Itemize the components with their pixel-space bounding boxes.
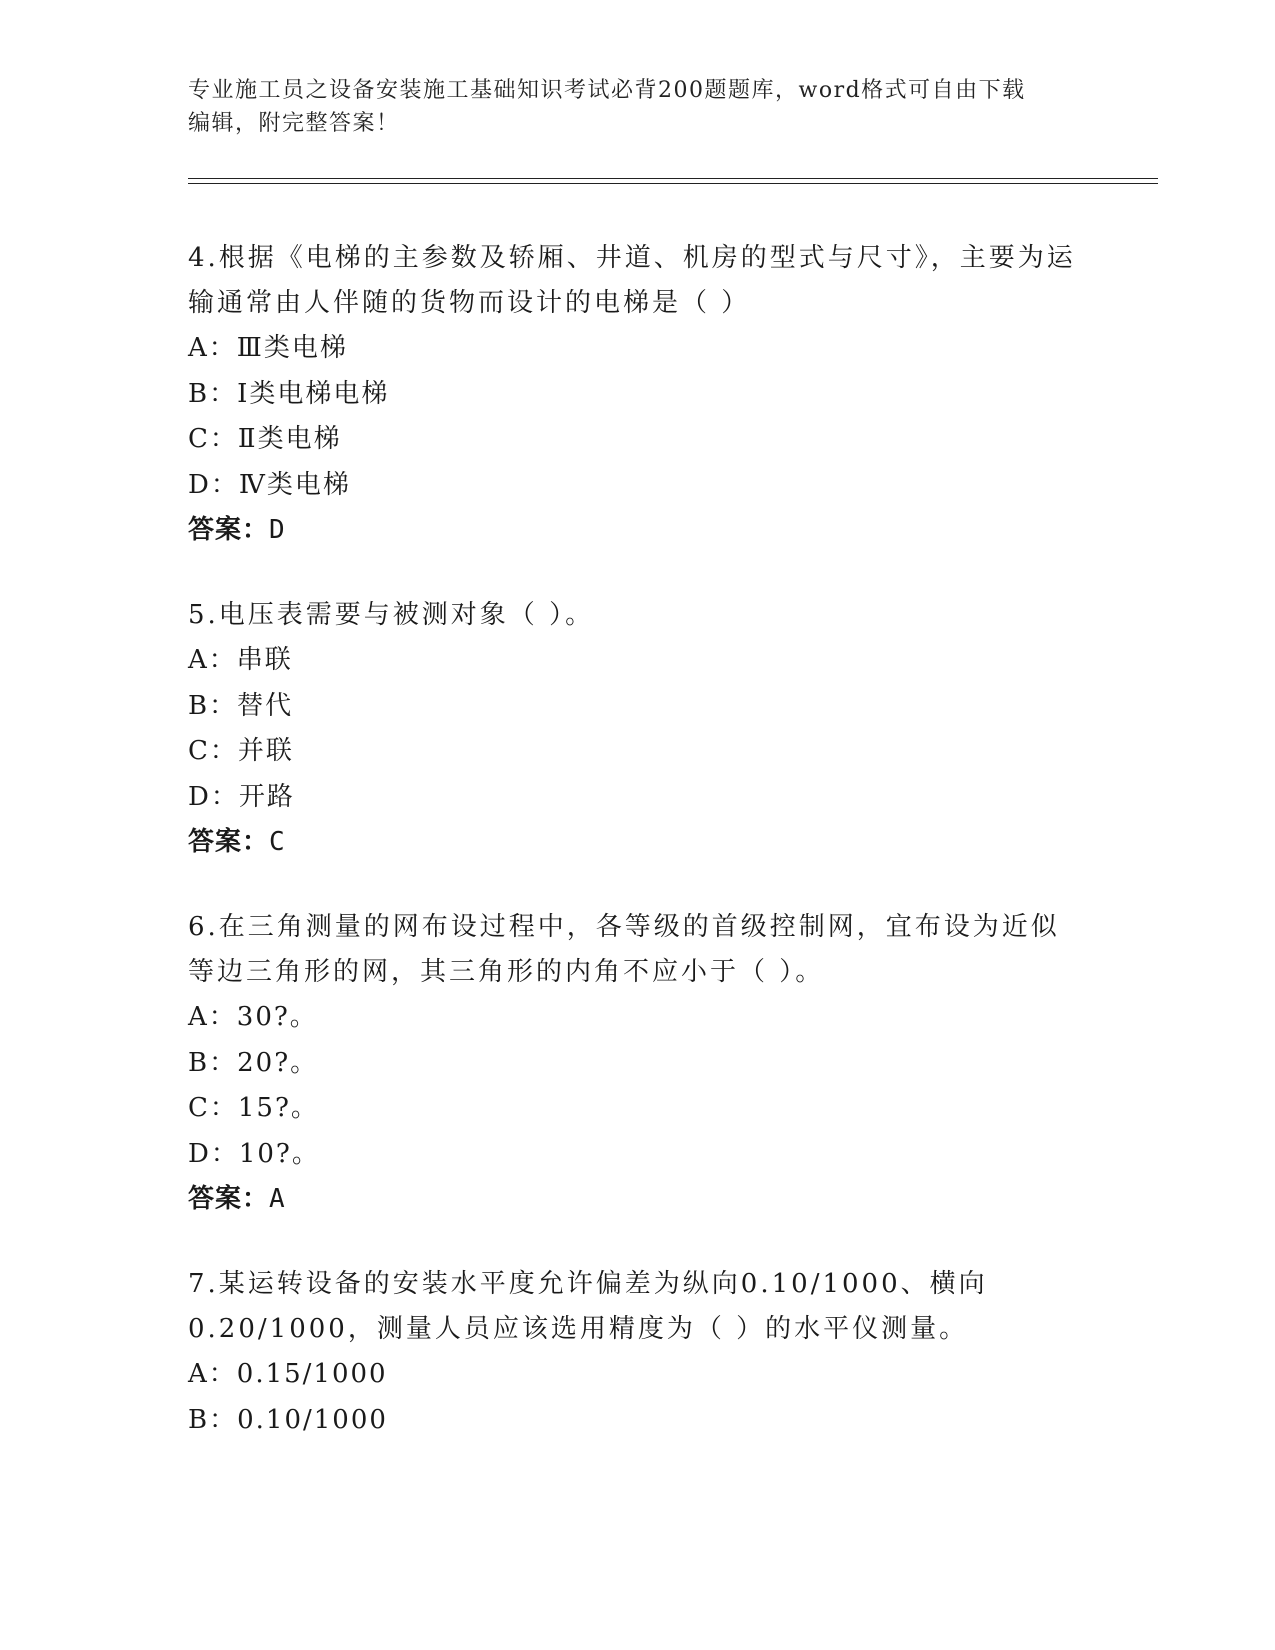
answer-value: C: [269, 827, 286, 857]
option-c: C：Ⅱ类电梯: [188, 424, 342, 454]
question-list: [188, 236, 1088, 1483]
header-line-2: 编辑，附完整答案！: [188, 111, 400, 136]
option-a: A：串联: [188, 645, 293, 675]
header-line-1: 专业施工员之设备安装施工基础知识考试必背200题题库，word格式可自由下载: [188, 78, 1026, 103]
answer-line: [188, 1177, 1088, 1222]
question-4: [188, 236, 1088, 553]
option-a: A：30?。: [188, 1002, 318, 1032]
option-a: A：0.15/1000: [188, 1359, 388, 1389]
answer-line: [188, 820, 1088, 865]
answer-line: [188, 508, 1088, 553]
option-d: D：开路: [188, 781, 295, 812]
option-b: B：0.10/1000: [188, 1404, 388, 1435]
question-stem: 4.根据《电梯的主参数及轿厢、井道、机房的型式与尺寸》，主要为运输通常由人伴随的货物而设计的电梯是（ ）: [188, 243, 1076, 318]
answer-label: 答案：: [188, 515, 270, 545]
answer-label: 答案：: [188, 827, 270, 857]
question-stem: 7.某运转设备的安装水平度允许偏差为纵向0.10/1000、横向0.20/1000，测量人员应该选用精度为（ ）的水平仪测量。: [188, 1269, 988, 1344]
answer-value: A: [269, 1184, 286, 1214]
answer-label: 答案：: [188, 1184, 270, 1214]
question-5: [188, 593, 1088, 865]
question-stem: 5.电压表需要与被测对象（ ）。: [188, 600, 595, 630]
document-header: [188, 74, 1088, 140]
option-c: C：并联: [188, 736, 294, 766]
option-b: B：Ⅰ类电梯电梯: [188, 378, 390, 409]
question-6: [188, 905, 1088, 1222]
option-c: C：15?。: [188, 1093, 319, 1123]
option-a: A：Ⅲ类电梯: [188, 333, 348, 363]
header-divider-top: [188, 178, 1158, 179]
question-7: [188, 1262, 1088, 1443]
option-d: D：10?。: [188, 1138, 320, 1169]
option-d: D：Ⅳ类电梯: [188, 469, 351, 500]
option-b: B：20?。: [188, 1047, 319, 1078]
question-stem: 6.在三角测量的网布设过程中，各等级的首级控制网，宜布设为近似等边三角形的网，其三角形的内角不应小于（ ）。: [188, 912, 1060, 987]
header-divider-bottom: [188, 183, 1158, 184]
answer-value: D: [269, 515, 286, 545]
option-b: B：替代: [188, 690, 294, 721]
